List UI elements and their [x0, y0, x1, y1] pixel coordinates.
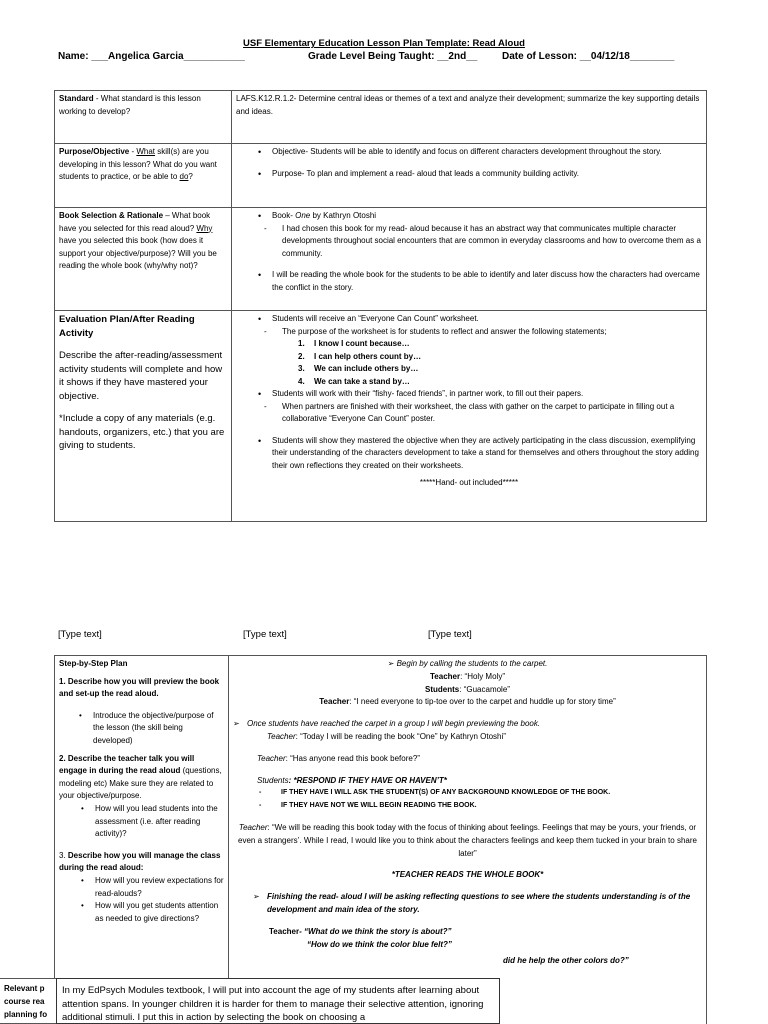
step-q3-bullet: • How will you review expectations for read-alouds?: [59, 875, 224, 900]
evaluation-row: [55, 311, 707, 522]
plan-line: Students: “Guacamole”: [425, 684, 510, 694]
step-q2: 2. Describe the teacher talk you will engage in during the read aloud (questions, modeling etc) Make sure they are related to your objective/purpose.: [59, 753, 222, 801]
plan-line: - IF THEY HAVE I WILL ASK THE STUDENT(S) OF ANY BACKGROUND KNOWLEDGE OF THE BOOK.: [233, 787, 702, 800]
book-label: Book Selection & Rationale – What book have you selected for this read aloud? Why have you selected this book (how does it support your objective/purpose)? Will you be reading the whole book (why/why not)?: [55, 208, 232, 311]
standard-row: [55, 91, 707, 144]
worksheet-purpose: - The purpose of the worksheet is for students to reflect and answer the following statements;: [236, 326, 702, 339]
plan-line: ➢ Begin by calling the students to the carpet.: [387, 659, 548, 668]
plan-line: Teacher: “Has anyone read this book before?”: [257, 753, 420, 763]
type-text-placeholder[interactable]: [Type text]: [58, 629, 102, 640]
type-text-placeholder[interactable]: [Type text]: [243, 629, 287, 640]
worksheet-statements: [236, 338, 702, 388]
plan-line: Teacher- “What do we think the story is about?”: [269, 926, 452, 936]
step-row: [55, 656, 707, 1024]
step-q2-bullet: • How will you lead students into the assessment (i.e. after reading activity)?: [59, 803, 224, 841]
evaluation-content: [232, 311, 707, 522]
book-bullet: • Book- One by Kathryn Otoshi: [236, 210, 702, 223]
type-text-placeholder[interactable]: [Type text]: [428, 629, 472, 640]
plan-line: Students: *RESPOND IF THEY HAVE OR HAVEN’T*: [257, 775, 447, 785]
standard-text: LAFS.K12.R.1.2- Determine central ideas or themes of a text and analyze their development; summarize the key supporting details and ideas.: [232, 91, 707, 144]
plan-line: ➢ Finishing the read- aloud I will be asking reflecting questions to see where the students understanding is of the development and main idea of the story.: [253, 892, 691, 914]
plan-line: Teacher: “Holy Moly”: [430, 671, 505, 681]
statement-item: 3. We can include others by…: [298, 364, 419, 373]
plan-line: - IF THEY HAVE NOT WE WILL BEGIN READING THE BOOK.: [233, 800, 702, 813]
relevant-planning-label: Relevant p course rea planning fo: [0, 978, 60, 1024]
evaluation-note: *Include a copy of any materials (e.g. handouts, organizers, etc.) that you are giving to students.: [59, 413, 225, 451]
handout-note: *****Hand- out included*****: [419, 478, 519, 487]
step-questions: [55, 656, 229, 1024]
step-plan-content: [229, 656, 707, 1024]
evaluation-description: Describe the after-reading/assessment activity students will complete and how it shows if they have mastered your objective.: [59, 350, 223, 402]
purpose-row: [55, 144, 707, 208]
purpose-label: Purpose/Objective - What skill(s) are you developing in this lesson? What do you want students to practice, or be able to do?: [55, 144, 232, 208]
grade-level: Grade Level Being Taught: __2nd__: [308, 51, 478, 62]
statement-item: 1. I know I count because…: [298, 339, 410, 348]
purpose-content: [232, 144, 707, 208]
lesson-date: Date of Lesson: __04/12/18________: [502, 51, 675, 62]
objective-bullet: • Objective- Students will be able to identify and focus on different characters development throughout the story.: [236, 146, 702, 159]
plan-line: Teacher: “I need everyone to tip-toe over to the carpet and huddle up for story time”: [319, 697, 616, 707]
purpose-bullet: • Purpose- To plan and implement a read- aloud that leads a community building activity.: [236, 168, 702, 181]
plan-line: “How do we think the color blue felt?”: [307, 939, 452, 949]
poster-dash: - When partners are finished with their worksheet, the class with gather on the carpet to participate in filling out a collaborative “Everyone Can Count” poster.: [236, 401, 702, 426]
plan-line: *TEACHER READS THE WHOLE BOOK*: [391, 870, 544, 880]
step-heading: Step-by-Step Plan: [59, 659, 128, 668]
plan-line: Teacher: “Today I will be reading the book “One” by Kathryn Otoshi”: [267, 731, 506, 741]
plan-line: did he help the other colors do?”: [503, 956, 629, 966]
plan-line: Teacher: “We will be reading this book today with the focus of thinking about feelings. Feelings that may be yours, your friends, or even a strangers’. While I read, I would like you to think about the characters feelings and keep them tucked in your brain to share later”: [238, 822, 697, 858]
evaluation-label: Evaluation Plan/After Reading Activity Describe the after-reading/assessment activity students will complete and how it shows if they have mastered your objective. *Include a copy of any materials (e.g. handouts, organizers, etc.) that you are giving to students.: [55, 311, 232, 522]
step-q3-bullet: • How will you get students attention as needed to give directions?: [59, 900, 224, 925]
plan-line: ➢ Once students have reached the carpet in a group I will begin previewing the book.: [233, 719, 541, 729]
standard-label: Standard - What standard is this lesson working to develop?: [55, 91, 232, 144]
statement-item: 2. I can help others count by…: [298, 351, 422, 361]
step-q1: 1. Describe how you will preview the book and set-up the read aloud.: [59, 676, 220, 699]
document-title: USF Elementary Education Lesson Plan Template: Read Aloud: [243, 38, 525, 49]
statement-item: 4. We can take a stand by…: [298, 376, 410, 386]
step-by-step-table: [54, 655, 707, 1024]
book-content: [232, 208, 707, 311]
worksheet-bullet: • Students will receive an “Everyone Can Count” worksheet.: [236, 313, 702, 326]
lesson-plan-table: [54, 90, 707, 522]
teacher-name: Name: ___Angelica Garcia___________: [58, 51, 245, 62]
partner-bullet: • Students will work with their “fishy- faced friends”, in partner work, to fill out their papers.: [236, 388, 702, 401]
mastery-bullet: • Students will show they mastered the objective when they are actively participating in the class discussion, exemplifying their understanding of the characters development to take a stand for themselves and others throughout the story adding their own reflections they created on their worksheets.: [236, 435, 702, 473]
step-q3: 3. Describe how you will manage the class during the read aloud:: [59, 850, 221, 873]
whole-book-bullet: • I will be reading the whole book for the students to be able to identify and later discuss how the characters had overcame the conflict in the story.: [236, 269, 702, 294]
book-row: [55, 208, 707, 311]
book-rationale: - I had chosen this book for my read- aloud because it has an abstract way that communicates multiple character developments throughout social encounters that are common in everyday classrooms and how to overcome them as a community.: [236, 223, 702, 261]
comment-popup[interactable]: In my EdPsych Modules textbook, I will put into account the age of my students after learning about attention spans. In younger children it is harder for them to manage their selective attention, ignoring additional stimuli. I put this in action by selecting the book on choosing a: [56, 978, 500, 1024]
step-q1-bullet: • Introduce the objective/purpose of the lesson (the skill being developed): [59, 710, 224, 748]
